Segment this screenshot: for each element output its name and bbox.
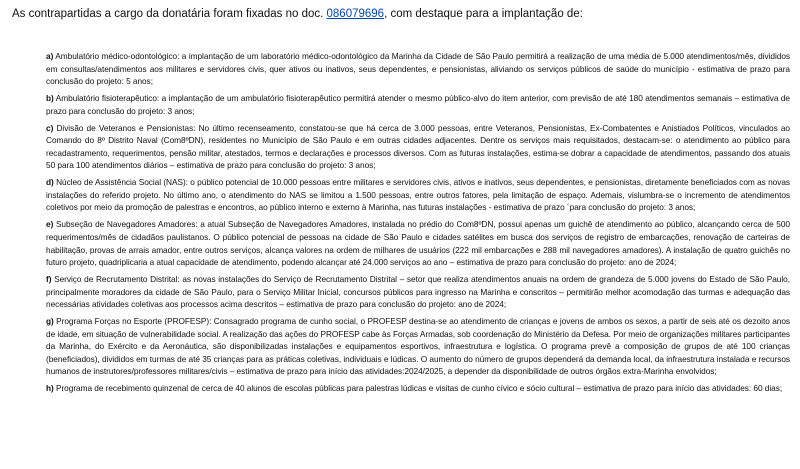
list-item-e [46,218,790,268]
items-list [46,50,790,395]
list-item-c [46,122,790,172]
item-text: Ambulatório médico-odontológico: a implantação de um laboratório médico-odontológico da Marinha da Cidade de São Paulo permitirá a realização de uma média de 5.000 atendimentos/mês, divididos em consultas/atendimentos aos militares e servidores civis, quer ativos ou inativos, seus dependentes, e pensionistas, aliviando os serviços públicos de saúde do município - estimativa de prazo para conclusão do projeto: 5 anos; [46,51,790,87]
item-text: Divisão de Veteranos e Pensionistas: No último recenseamento, constatou-se que há cerca de 3.000 pessoas, entre Veteranos, Pensionistas, Ex-Combatentes e Anistiados Políticos, vinculados ao Comando do 8º Distrito Naval (Com8ºDN), residentes no Município de São Paulo e em outras cidades adjacentes. Dentre os serviços mais requisitados, destacam-se: o atendimento ao público para recadastramento, requerimentos, pensão militar, atestados, termos e declarações e processos diversos. Com as futuras instalações, estima-se dobrar a capacidade de atendimentos, passando dos atuais 50 para 100 atendimentos diários – estimativa de prazo para conclusão do projeto: 3 anos; [46,122,790,171]
document-link[interactable]: 086079696 [326,8,385,20]
list-item-a [46,50,790,88]
list-item-h [46,382,790,395]
item-text: Núcleo de Assistência Social (NAS): o público potencial de 10.000 pessoas entre militares e servidores civis, ativos e inativos, seus dependentes, e pensionistas, diretamente beneficiados com as novas instalações do referido projeto. No último ano, o atendimento do NAS se limitou a 1.500 pessoas, entre outros fatores, pela limitação de espaço. Ademais, vislumbra-se o incremento de atendimentos coletivos por meio da promoção de palestras e encontros, ao público interno e externo à Marinha, nas futuras instalações - estimativa de prazo ´para conclusão do projeto: 3 anos; [46,177,790,213]
item-marker: g) [46,316,54,327]
list-item-d [46,176,790,214]
item-marker: e) [46,219,54,230]
item-text: Serviço de Recrutamento Distrital: as novas instalações do Serviço de Recrutamento Distrital – setor que realiza atendimentos anuais na ordem de grandeza de 5.000 jovens do Estado de São Paulo, principalmente moradores da cidade de São Paulo, para o Serviço Militar Inicial, concursos públicos para ingresso na Marinha e conscritos – permitirão melhor acomodação das turmas e adequação das necessárias atividades coletivas aos processos acima descritos – estimativa de prazo para conclusão do projeto: ano de 2024; [46,273,790,310]
item-marker: h) [46,383,54,394]
item-marker: b) [46,93,54,104]
item-marker: c) [46,122,54,133]
item-text: Subseção de Navegadores Amadores: a atual Subseção de Navegadores Amadores, instalada no prédio do Com8ºDN, possui apenas um guichê de atendimento ao público, alcançando cerca de 500 requerimentos/mês de cidadãos paulistanos. O público potencial de pessoas na cidade de São Paulo e cidades satélites em busca dos serviços de registro de embarcações, renovação de carteiras de habilitação, provas de arrais amador, entre outros serviços, alcança valores na ordem de milhares de usuários (222 mil embarcações e 288 mil navegadores amadores). A instalação de quatro guichês no futuro projeto, quadriplicaria a atual capacidade de atendimento, podendo alcançar até 24.000 serviços ao ano – estimativa de prazo para conclusão do projeto: ano de 2024; [46,219,790,268]
item-text: Programa Forças no Esporte (PROFESP): Consagrado programa de cunho social, o PROFESP destina-se ao atendimento de crianças e jovens de ambos os sexos, a partir de seis até os dezoito anos de idade, em situação de vulnerabilidade social. A realização das ações do PROFESP cabe às Forças Armadas, sob coordenação do Ministério da Defesa. Por meio de organizações militares participantes da Marinha, do Exército e da Aeronáutica, são disponibilizadas instalações e equipamentos esportivos, infraestrutura e logística. O programa prevê a composição de grupos de até 100 crianças (beneficiados), divididos em turmas de até 35 crianças para as práticas coletivas, individuais e lúdicas. O aumento do número de grupos dependerá da demanda local, da infraestrutura instalada e recursos humanos de instrutores/professores militares/civis – estimativa de prazo para início das atividades:2024/2025, a depender da disponibilidade de outros órgãos extra-Marinha envolvidos; [46,316,790,377]
list-item-g [46,315,790,378]
item-marker: d) [46,177,54,188]
intro-text-end: , com destaque para a implantação de: [384,8,583,20]
item-marker: a) [46,51,54,61]
list-item-f [46,273,790,311]
list-item-b [46,92,790,117]
intro-text: As contrapartidas a cargo da donatária foram fixadas no doc. [12,8,327,20]
item-text: Programa de recebimento quinzenal de cerca de 40 alunos de escolas públicas para palestras lúdicas e visitas de cunho cívico e sócio cultural – estimativa de prazo para início das atividades: 60 dias; [53,383,783,394]
item-text: Ambulatório fisioterapêutico: a implantação de um ambulatório fisioterapêutico permitirá atender o mesmo público-alvo do item anterior, com previsão de até 180 atendimentos semanais – estimativa de prazo para conclusão do projeto: 3 anos; [46,93,790,116]
item-marker: f) [46,273,52,284]
intro-paragraph [12,6,790,22]
